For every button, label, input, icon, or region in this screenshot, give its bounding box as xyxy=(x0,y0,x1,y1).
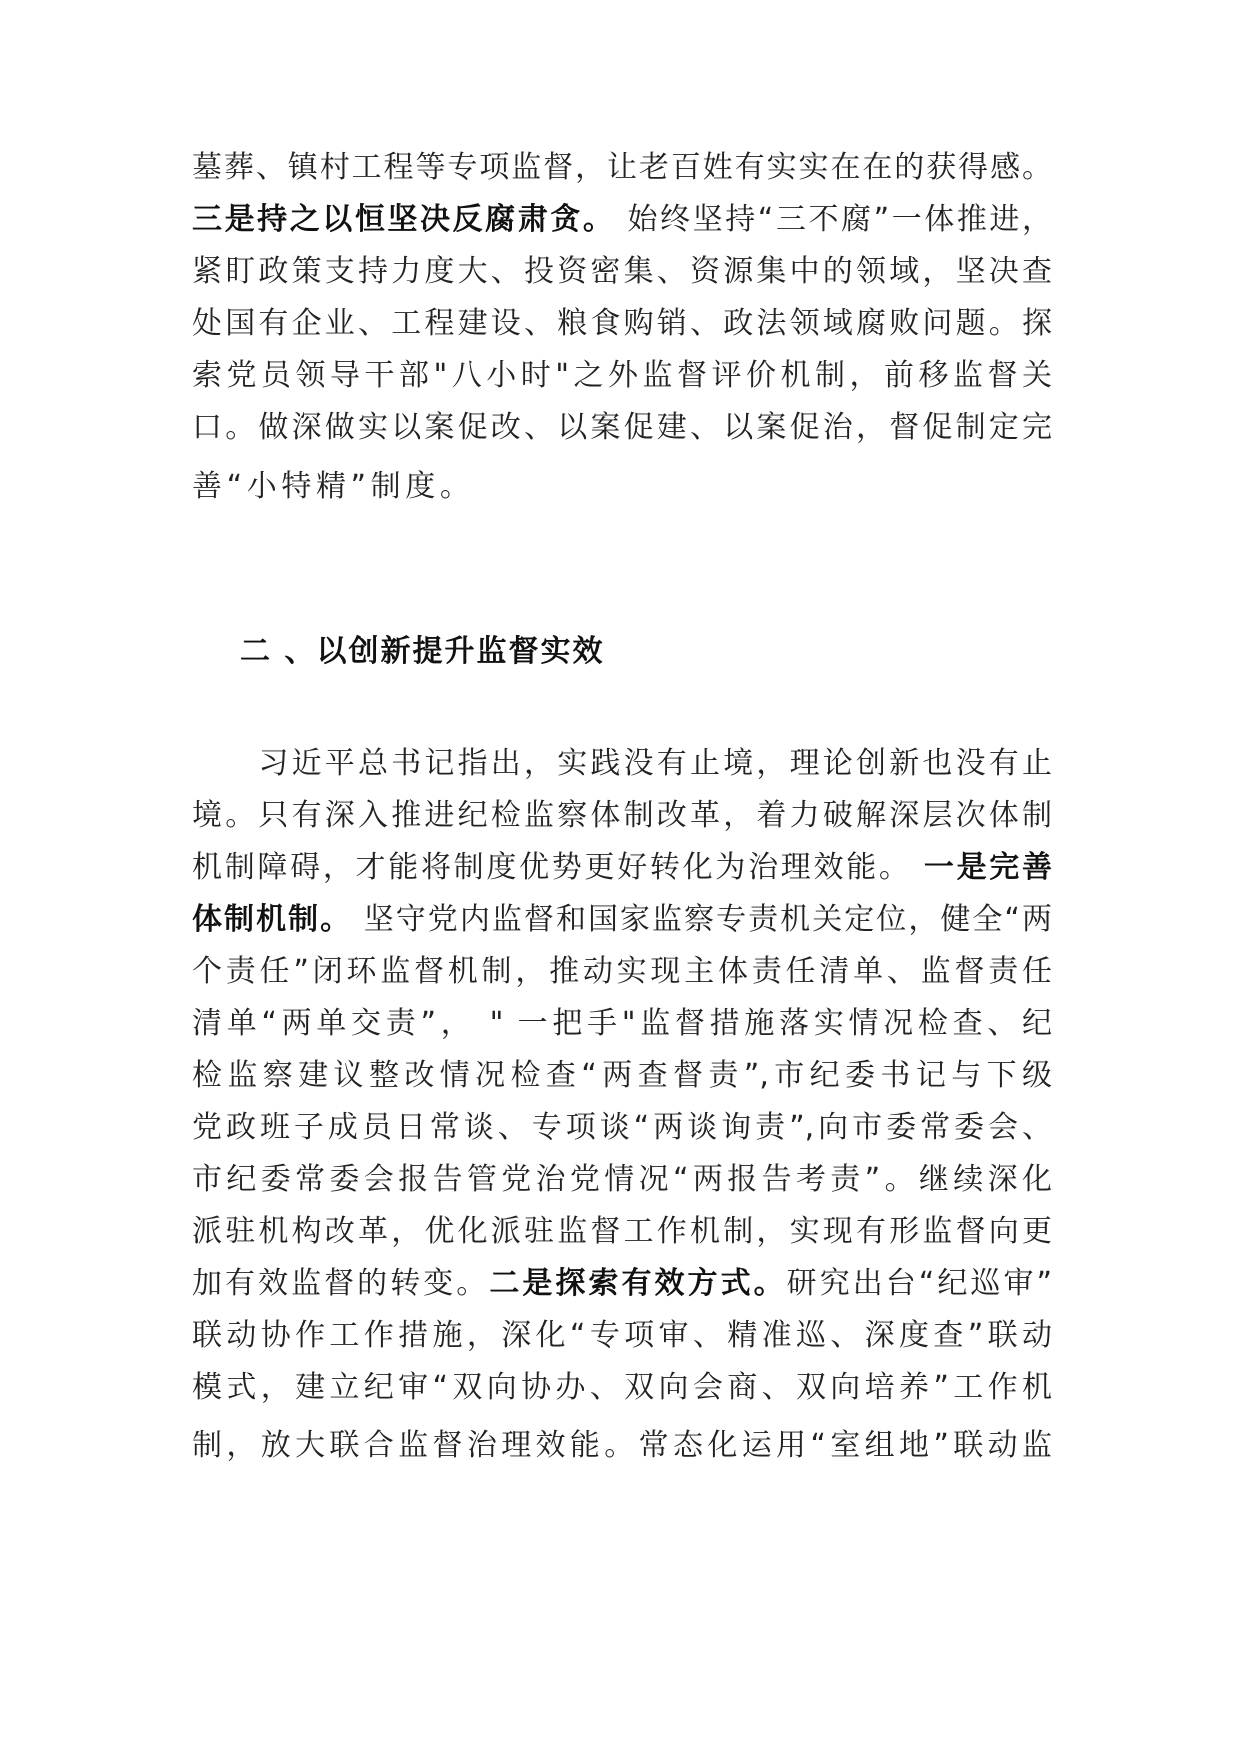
paragraph-line: 习近平总书记指出，实践没有止境，理论创新也没有止 xyxy=(192,746,1052,781)
paragraph-line: 联动协作工作措施，深化“专项审、精准巡、深度查”联动 xyxy=(192,1318,1052,1353)
paragraph-text: 机制障碍，才能将制度优势更好转化为治理效能。 xyxy=(192,850,924,885)
paragraph-line: 境。只有深入推进纪检监察体制改革，着力破解深层次体制 xyxy=(192,798,1052,833)
paragraph-line: 口。做深做实以案促改、以案促建、以案促治，督促制定完 xyxy=(192,410,1052,445)
paragraph-line: 市纪委常委会报告管党治党情况“两报告考责”。继续深化 xyxy=(192,1162,1052,1197)
paragraph-line: 党政班子成员日常谈、专项谈“两谈询责”,向市委常委会、 xyxy=(192,1110,1052,1145)
section-heading: 二 、以创新提升监督实效 xyxy=(240,634,605,669)
paragraph-text: 始终坚持“三不腐”一体推进， xyxy=(615,202,1052,237)
paragraph-line xyxy=(192,844,1052,892)
bold-lead-phrase: 二是探索有效方式。 xyxy=(489,1266,787,1301)
bold-lead-phrase: 体制机制。 xyxy=(192,902,353,937)
paragraph-line xyxy=(192,196,1052,244)
paragraph-text: 坚守党内监督和国家监察专责机关定位，健全“两 xyxy=(352,902,1053,937)
paragraph-line: 处国有企业、工程建设、粮食购销、政法领域腐败问题。探 xyxy=(192,306,1052,341)
paragraph-line xyxy=(192,896,1052,944)
paragraph-line: 善“小特精”制度。 xyxy=(192,469,475,504)
paragraph-line: 索党员领导干部"八小时"之外监督评价机制，前移监督关 xyxy=(192,358,1052,393)
paragraph-line: 个责任”闭环监督机制，推动实现主体责任清单、监督责任 xyxy=(192,954,1052,989)
paragraph-line: 制，放大联合监督治理效能。常态化运用“室组地”联动监 xyxy=(192,1428,1052,1463)
bold-lead-phrase: 三是持之以恒坚决反腐肃贪。 xyxy=(192,202,616,237)
paragraph-line: 清单“两单交责”， " 一把手"监督措施落实情况检查、纪 xyxy=(192,1006,1052,1041)
paragraph-line: 模式，建立纪审“双向协办、双向会商、双向培养”工作机 xyxy=(192,1370,1052,1405)
bold-lead-phrase: 一是完善 xyxy=(923,850,1052,885)
paragraph-line: 紧盯政策支持力度大、投资密集、资源集中的领域，坚决查 xyxy=(192,254,1052,289)
paragraph-line: 检监察建议整改情况检查“两查督责”,市纪委书记与下级 xyxy=(192,1058,1052,1093)
paragraph-text: 加有效监督的转变。 xyxy=(192,1266,490,1301)
paragraph-line: 派驻机构改革，优化派驻监督工作机制，实现有形监督向更 xyxy=(192,1214,1052,1249)
paragraph-text: 研究出台“纪巡审” xyxy=(786,1266,1053,1301)
paragraph-line xyxy=(192,1260,1052,1308)
paragraph-line: 墓葬、镇村工程等专项监督，让老百姓有实实在在的获得感。 xyxy=(192,150,1052,185)
